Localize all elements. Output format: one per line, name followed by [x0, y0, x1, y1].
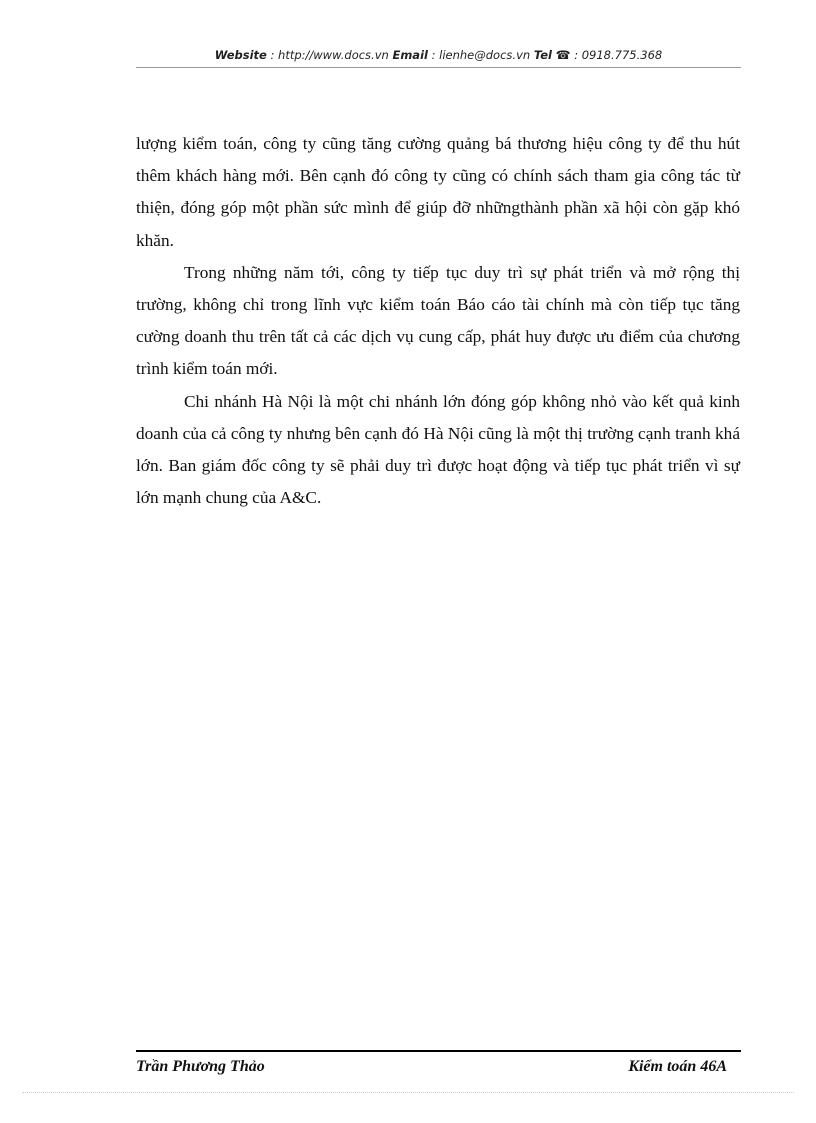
phone-icon: ☎: [555, 48, 571, 62]
tel-separator: :: [570, 48, 582, 62]
email-link[interactable]: lienhe@docs.vn: [439, 48, 531, 62]
email-separator: :: [427, 48, 440, 62]
footer-author: Trần Phương Thảo: [136, 1058, 265, 1075]
page-footer: [136, 1050, 741, 1077]
website-link[interactable]: http://www.docs.vn: [278, 48, 389, 62]
paragraph-1: lượng kiểm toán, công ty cũng tăng cường quảng bá thương hiệu công ty để thu hút thêm khách hàng mới. Bên cạnh đó công ty cũng có chính sách tham gia công tác từ thiện, đóng góp một phần sức mình để giúp đỡ nhữngthành phần xã hội còn gặp khó khăn.: [136, 134, 740, 250]
page-bottom-divider: [22, 1092, 794, 1093]
document-body: [136, 128, 740, 514]
page-header: [136, 47, 741, 68]
paragraph-3: Chi nhánh Hà Nội là một chi nhánh lớn đóng góp không nhỏ vào kết quả kinh doanh của cả công ty nhưng bên cạnh đó Hà Nội cũng là một thị trường cạnh tranh khá lớn. Ban giám đốc công ty sẽ phải duy trì được hoạt động và tiếp tục phát triển vì sự lớn mạnh chung của A&C.: [136, 391, 740, 508]
website-label: Website: [214, 48, 267, 62]
footer-class: Kiểm toán 46A: [628, 1058, 727, 1075]
paragraph-2: Trong những năm tới, công ty tiếp tục duy trì sự phát triển và mở rộng thị trường, không chỉ trong lĩnh vực kiểm toán Báo cáo tài chính mà còn tiếp tục tăng cường doanh thu trên tất cả các dịch vụ cung cấp, phát huy được ưu điểm của chương trình kiểm toán mới.: [136, 262, 740, 379]
email-label: Email: [392, 48, 428, 62]
tel-value: 0918.775.368: [581, 48, 663, 62]
website-separator: :: [266, 48, 279, 62]
tel-label: Tel: [533, 48, 552, 62]
